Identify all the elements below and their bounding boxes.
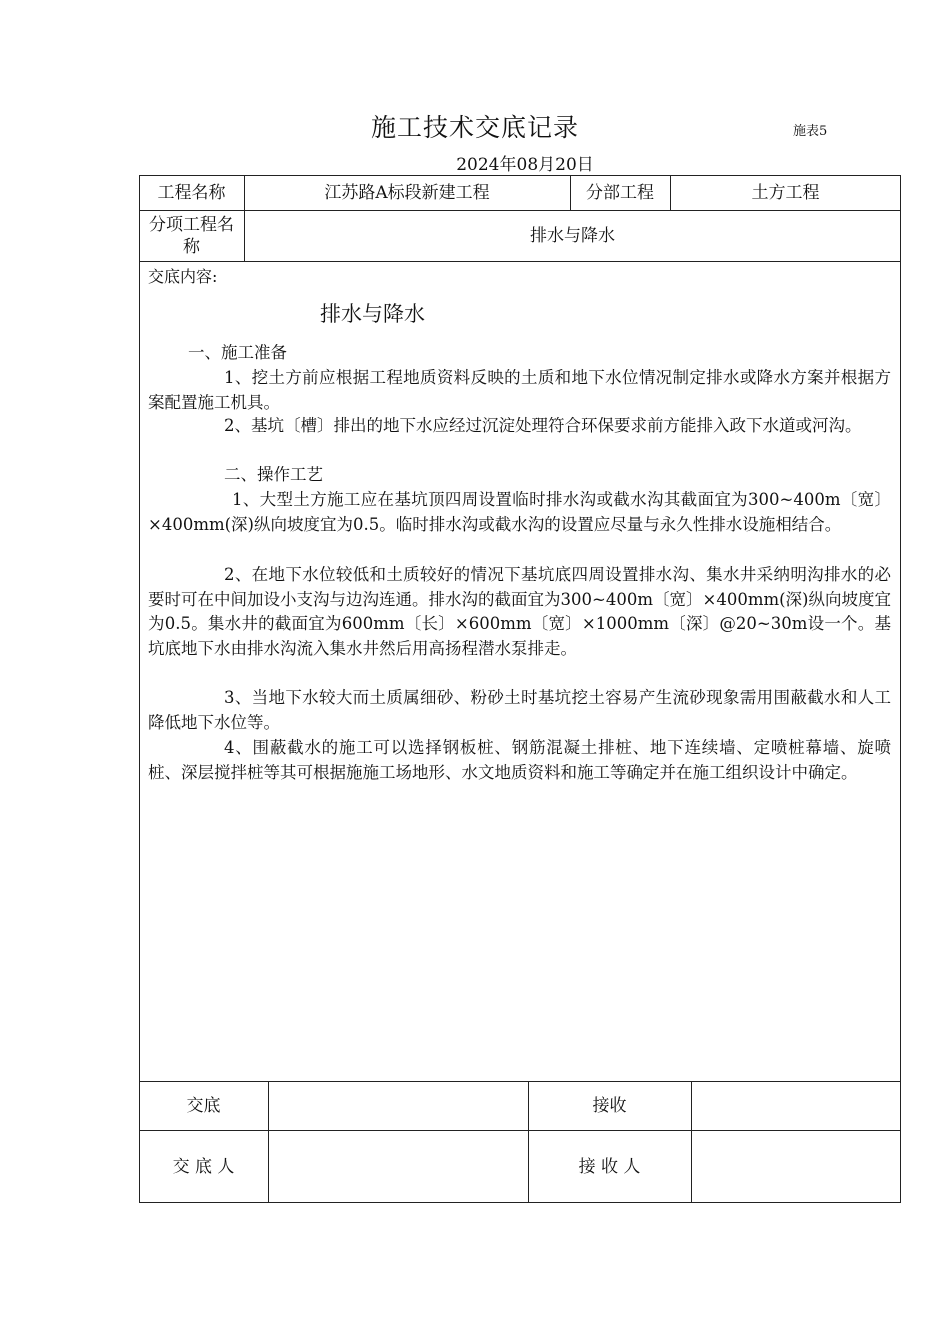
paragraph: 2、在地下水位较低和土质较好的情况下基坑底四周设置排水沟、集水井采纳明沟排水的必要时可在中间加设小支沟与边沟连通。排水沟的截面宜为300~400m〔宽〕×400mm(深)纵向坡度宜为0.5。集水井的截面宜为600mm〔长〕×600mm〔宽〕×1000mm〔深〕@20~30m设一个。基坑底地下水由排水沟流入集水井然后用高扬程潜水泵排走。 (148, 565, 891, 658)
handover-person-signature[interactable] (269, 1131, 528, 1203)
divider (139, 261, 901, 262)
project-name-value: 江苏路A标段新建工程 (324, 182, 490, 203)
handover-person-label: 交 底 人 (172, 1157, 235, 1177)
project-name-label: 工程名称 (157, 182, 226, 203)
section-heading: 一、施工准备 (188, 343, 287, 362)
paragraph: 1、挖土方前应根据工程地质资料反映的土质和地下水位情况制定排水或降水方案并根据方案配置施工机具。 (148, 368, 891, 412)
handover-label: 交底 (186, 1095, 221, 1116)
paragraph: 3、当地下水较大而土质属细砂、粉砂土时基坑挖土容易产生流砂现象需用围蔽截水和人工降低地下水位等。 (148, 688, 891, 732)
document-title: 施工技术交底记录 (370, 113, 579, 142)
receive-field[interactable] (692, 1081, 901, 1130)
subitem-label (139, 211, 244, 261)
division-value: 土方工程 (751, 182, 820, 203)
content-label: 交底内容: (148, 267, 218, 286)
subitem-value: 排水与降水 (530, 226, 615, 246)
form-number: 施表5 (793, 124, 828, 139)
receive-person-label: 接 收 人 (578, 1157, 641, 1177)
division-label: 分部工程 (586, 182, 654, 203)
receive-label: 接收 (592, 1095, 627, 1116)
subitem-label-line1: 分项工程名 (149, 215, 234, 235)
record-date: 2024年08月20日 (456, 155, 594, 175)
receive-person-signature[interactable] (692, 1131, 901, 1203)
section-heading: 二、操作工艺 (224, 465, 323, 484)
paragraph: 1、大型土方施工应在基坑顶四周设置临时排水沟或截水沟其截面宜为300~400m〔宽〕×400mm(深)纵向坡度宜为0.5。临时排水沟或截水沟的设置应尽量与永久性排水设施相结合。 (148, 490, 891, 534)
content-title: 排水与降水 (320, 302, 425, 326)
subitem-label-line2: 称 (183, 237, 200, 257)
handover-field[interactable] (269, 1081, 528, 1130)
paragraph: 2、基坑〔槽〕排出的地下水应经过沉淀处理符合环保要求前方能排入政下水道或河沟。 (224, 416, 862, 435)
paragraph: 4、围蔽截水的施工可以选择钢板桩、钢筋混凝土排桩、地下连续墙、定喷桩幕墙、旋喷桩、深层搅拌桩等其可根据施施工场地形、水文地质资料和施工等确定并在施工组织设计中确定。 (148, 738, 891, 782)
